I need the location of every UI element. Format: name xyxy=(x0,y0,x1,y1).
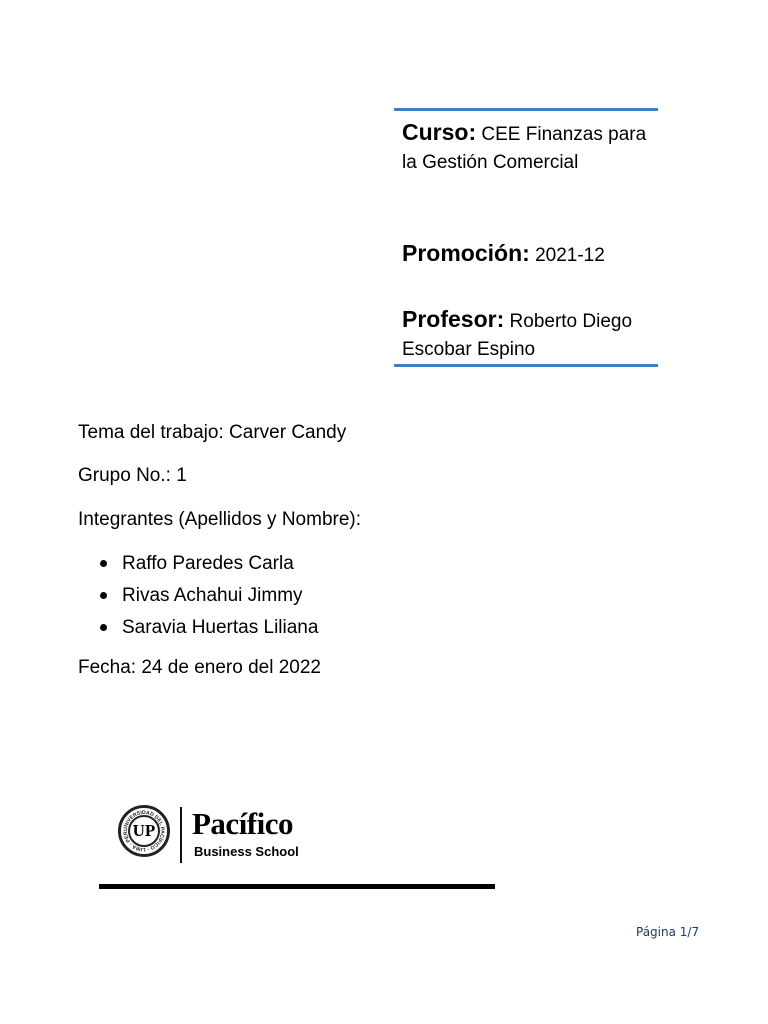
bullet-icon xyxy=(100,624,107,631)
svg-text:UNIVERSIDAD DEL PACÍFICO · LIM: UNIVERSIDAD DEL PACÍFICO · LIMA - PER xyxy=(122,809,166,853)
professor-label: Profesor: xyxy=(402,306,505,332)
promotion-field xyxy=(402,239,658,270)
professor-field xyxy=(402,305,658,364)
member-name: Rivas Achahui Jimmy xyxy=(122,585,303,606)
course-field xyxy=(402,118,658,177)
topic-line xyxy=(78,421,346,445)
bullet-icon xyxy=(100,592,107,599)
pacifico-logo xyxy=(118,805,338,865)
bottom-rule xyxy=(394,364,658,367)
top-rule xyxy=(394,108,658,111)
member-name: Saravia Huertas Liliana xyxy=(122,617,319,638)
seal-inner-ring xyxy=(128,815,160,847)
page-number: Página 1/7 xyxy=(636,925,700,939)
member-name: Raffo Paredes Carla xyxy=(122,553,294,574)
date-line: Fecha: 24 de enero del 2022 xyxy=(78,657,321,678)
promotion-label: Promoción: xyxy=(402,240,530,266)
list-item xyxy=(100,612,318,644)
course-info-box xyxy=(394,108,658,367)
members-list xyxy=(100,548,318,644)
logo-subtitle: Business School xyxy=(194,844,299,859)
bullet-icon xyxy=(100,560,107,567)
logo-divider xyxy=(180,807,182,863)
logo-brand: Pacífico xyxy=(192,806,294,841)
seal-monogram: UP xyxy=(132,821,156,840)
group-line: Grupo No.: 1 xyxy=(78,465,187,486)
promotion-value: 2021-12 xyxy=(535,245,605,266)
course-label: Curso: xyxy=(402,119,477,145)
professor-value: Roberto Diego Escobar Espino xyxy=(402,311,633,360)
topic-value: Carver Candy xyxy=(229,422,347,443)
course-value: CEE Finanzas para la Gestión Comercial xyxy=(402,124,647,173)
list-item xyxy=(100,580,318,612)
list-item xyxy=(100,548,318,580)
members-heading: Integrantes (Apellidos y Nombre): xyxy=(78,509,362,530)
logo-underline xyxy=(99,884,495,889)
university-seal-icon xyxy=(118,805,170,857)
topic-label: Tema del trabajo: xyxy=(78,422,230,443)
